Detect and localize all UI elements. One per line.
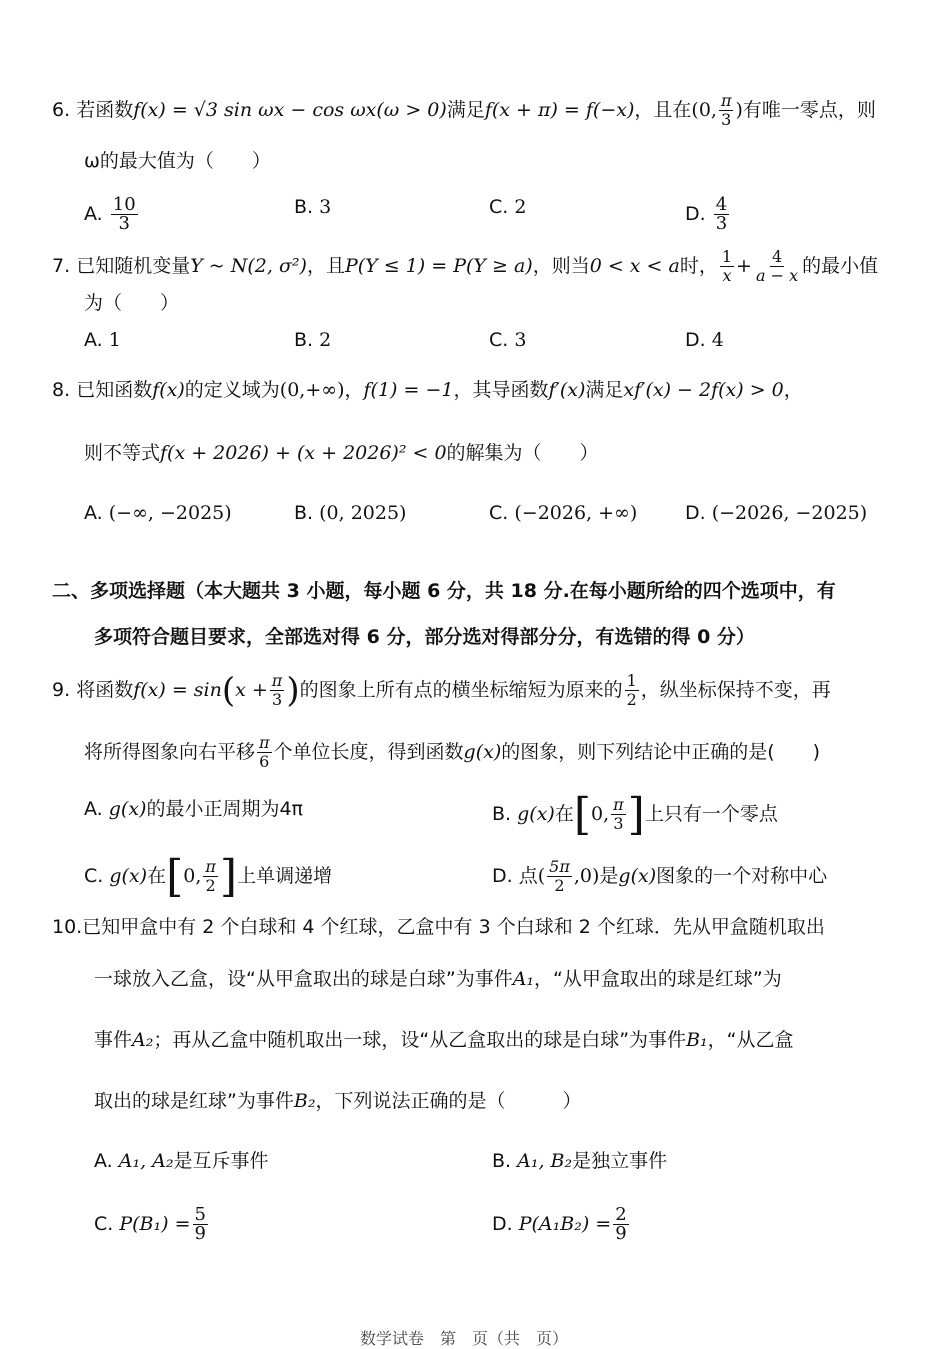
section2-heading-line2: 多项符合题目要求，全部选对得 6 分，部分选对得部分分，有选错的得 0 分） (94, 626, 755, 648)
q8-number: 8. (52, 379, 71, 401)
q10-option-b: B. A₁, B₂是独立事件 (492, 1150, 668, 1172)
q8-option-c: C. (−2026, +∞) (489, 502, 638, 524)
q9-line1: 9. 将函数f(x) = sin(x + $\frac{\pi}{3}$ )的图象上所有点的横坐标缩短为原来的 $\frac{1}{2}$ ，纵坐标保持不变，再 (52, 670, 831, 711)
q9-option-c: C. g(x)在[0, $\frac{\pi}{2}$ ]上单调递增 (84, 850, 333, 902)
q9-line2: 将所得图象向右平移 $\frac{\pi}{6}$ 个单位长度，得到函数g(x)的图象，则下列结论中正确的是( ) (84, 733, 821, 771)
q10-line1: 10.已知甲盒中有 2 个白球和 4 个红球，乙盒中有 3 个白球和 2 个红球．先从甲盒随机取出 (52, 916, 825, 938)
q7-option-c: C. 3 (489, 329, 527, 351)
q10-option-d: D. P(A₁B₂) = $\frac{2}{9}$ (492, 1204, 627, 1244)
q8-option-d: D. (−2026, −2025) (685, 502, 868, 524)
q6-number: 6. (52, 99, 71, 121)
q7-line2: 为（ ） (84, 292, 180, 314)
q6-option-b: B. 3 (294, 196, 332, 218)
q6-pi-over-3: $\frac{\pi}{3}$ (720, 91, 732, 129)
q6-condition: f(x + π) = f(−x) (484, 99, 635, 121)
q7-option-a: A. 1 (84, 329, 121, 351)
q8-option-b: B. (0, 2025) (294, 502, 407, 524)
q8-line1: 8. 已知函数f(x)的定义域为(0,+∞)，f(1) = −1，其导函数f′(x)满足xf′(x) − 2f(x) > 0， (52, 379, 803, 401)
q10-line4: 取出的球是红球”为事件B₂，下列说法正确的是（ ） (94, 1090, 582, 1112)
q7-line1: 7. 已知随机变量Y ~ N(2, σ²)，且P(Y ≤ 1) = P(Y ≥ a)，则当0 < x < a时， $\frac{1}{x}$ + $\frac{4}{a - x}$ 的最小值 (52, 247, 879, 285)
q6-option-c: C. 2 (489, 196, 527, 218)
q10-option-c: C. P(B₁) = $\frac{5}{9}$ (94, 1204, 206, 1244)
q10-line3: 事件A₂；再从乙盒中随机取出一球，设“从乙盒取出的球是白球”为事件B₁，“从乙盒 (94, 1029, 794, 1051)
q6-option-d: D. $\frac{4}{3}$ (685, 194, 728, 234)
q9-option-d: D. 点( $\frac{5\pi}{2}$ ,0)是g(x)图象的一个对称中心 (492, 857, 828, 895)
q8-line2: 则不等式f(x + 2026) + (x + 2026)² < 0的解集为（ ） (84, 442, 599, 464)
q7-number: 7. (52, 255, 71, 277)
section2-heading-line1: 二、多项选择题（本大题共 3 小题，每小题 6 分，共 18 分.在每小题所给的四个选项中，有 (52, 580, 836, 602)
q7-option-b: B. 2 (294, 329, 332, 351)
q7-option-d: D. 4 (685, 329, 724, 351)
q6-option-a: A. $\frac{10}{3}$ (84, 194, 136, 234)
q10-line2: 一球放入乙盒，设“从甲盒取出的球是白球”为事件A₁，“从甲盒取出的球是红球”为 (94, 968, 782, 990)
page-footer: 数学试卷 第 页（共 页） (360, 1329, 569, 1348)
q9-number: 9. (52, 679, 71, 701)
q6-formula: f(x) = √3 sin ωx − cos ωx(ω > 0) (133, 99, 447, 121)
q8-option-a: A. (−∞, −2025) (84, 502, 232, 524)
q9-option-b: B. g(x)在[0, $\frac{\pi}{3}$ ]上只有一个零点 (492, 788, 778, 840)
q6-line2: ω的最大值为（ ） (84, 150, 271, 172)
q9-option-a: A. g(x)的最小正周期为4π (84, 798, 303, 820)
q6-line1: 6. 若函数f(x) = √3 sin ωx − cos ωx(ω > 0)满足f(x + π) = f(−x)，且在(0, $\frac{\pi}{3}$ )有唯一零点，则 (52, 91, 876, 129)
q10-option-a: A. A₁, A₂是互斥事件 (94, 1150, 269, 1172)
q10-number: 10. (52, 916, 83, 938)
